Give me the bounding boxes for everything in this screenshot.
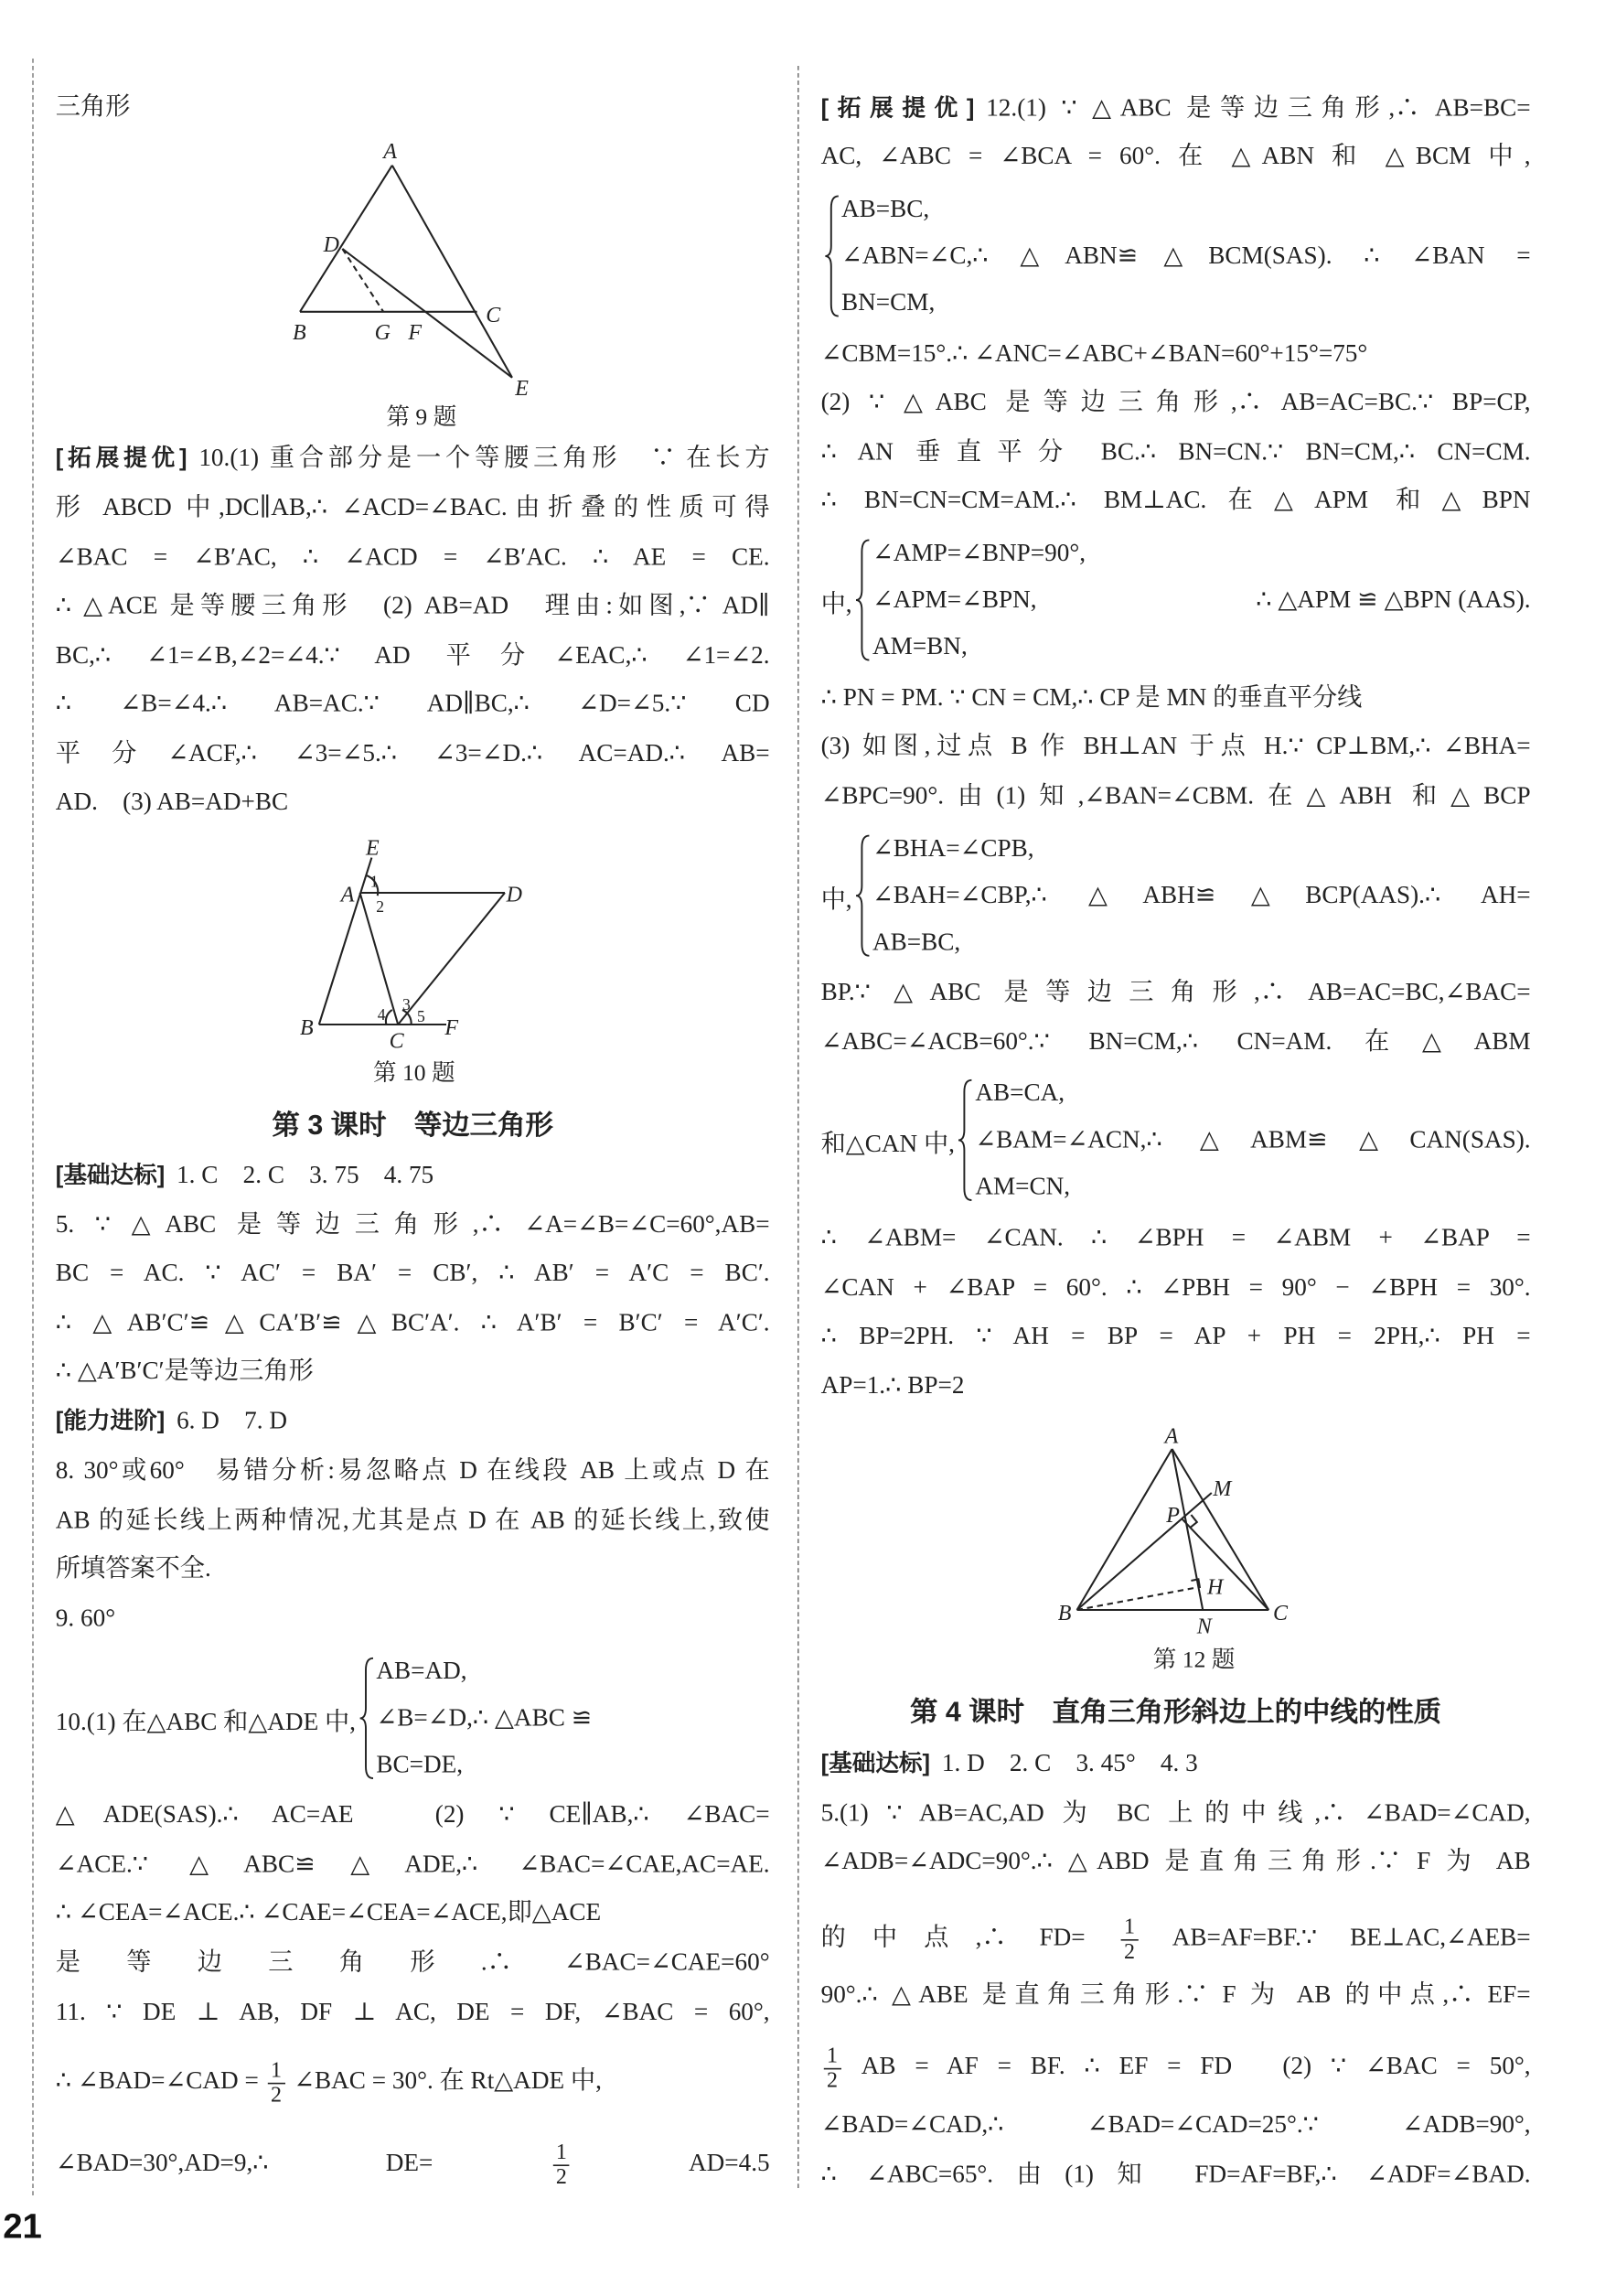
line-text: ∴ △AB′C′≌△CA′B′≌△BC′A′. ∴ A′B′ = B′C′ = A′C′.: [55, 1308, 770, 1336]
label-F: F: [408, 321, 423, 346]
label-angle-5: 5: [417, 1006, 425, 1025]
line-text: 12.(1) ∵ △ABC 是等边三角形,∴ AB=BC=: [986, 93, 1531, 122]
line-text: ∠BAC = 30°. 在 Rt△ADE 中,: [294, 2066, 602, 2095]
line-text: 8. 30°或60° 易错分析:易忽略点 D 在线段 AB 上或点 D 在: [55, 1456, 770, 1485]
line-text: 1. C 2. C 3. 75 4. 75: [177, 1160, 434, 1189]
fraction-denominator: 2: [827, 2068, 838, 2093]
label-B: B: [300, 1016, 314, 1041]
label-C: C: [486, 304, 501, 327]
label-B: B: [1057, 1602, 1072, 1626]
section-tag: [拓展提优]: [820, 96, 975, 122]
label-F: F: [444, 1016, 459, 1041]
label-D: D: [506, 883, 522, 907]
section-heading-lesson-3: 第 3 课时 等边三角形: [272, 1110, 553, 1142]
label-angle-2: 2: [376, 896, 384, 916]
line-text: BP.∵ △ABC 是等边三角形,∴ AB=AC=BC,∠BAC=: [820, 977, 1531, 1006]
line-text: 9. 60°: [55, 1604, 116, 1632]
label-E: E: [515, 377, 529, 401]
line-text: AD=4.5: [688, 2148, 770, 2177]
line-text: ∠BAC = ∠B′AC, ∴ ∠ACD = ∠B′AC. ∴ AE = CE.: [55, 542, 770, 571]
label-B: B: [293, 321, 306, 346]
line-text: AD. (3) AB=AD+BC: [55, 787, 289, 816]
line-text: 所填答案不全.: [55, 1554, 211, 1583]
fraction-numerator: 1: [1121, 1915, 1138, 1940]
line-text: ∠BAD=∠CAD,∴ ∠BAD=∠CAD=25°.∵ ∠ADB=90°,: [820, 2110, 1531, 2139]
line-text: ∴ ∠CEA=∠ACE.∴ ∠CAE=∠CEA=∠ACE,即△ACE: [55, 1898, 602, 1926]
line-text: AB=AF=BF.∵ BE⊥AC,∠AEB=: [1172, 1923, 1531, 1951]
label-D: D: [323, 233, 339, 258]
brace-prefix: 中,: [820, 589, 852, 617]
brace-condition: BN=CM,: [841, 288, 936, 317]
brace-condition: AB=BC,: [872, 928, 961, 956]
label-A: A: [340, 883, 355, 907]
line-text: 的中点,∴ FD=: [820, 1923, 1086, 1951]
brace-condition: ∠BAM=∠ACN,∴ △ABM≌△CAN(SAS).: [975, 1125, 1531, 1153]
line-text: 三角形: [55, 91, 131, 121]
figure-10-caption: 第 10 题: [372, 1061, 455, 1087]
line-text: ∴ ∠B=∠4.∴ AB=AC.∵ AD∥BC,∴ ∠D=∠5.∵ CD: [55, 689, 770, 717]
label-C: C: [1273, 1602, 1289, 1626]
page-number: 21: [3, 2206, 42, 2247]
line-text: ∴ ∠ABM= ∠CAN. ∴ ∠BPH = ∠ABM + ∠BAP =: [820, 1223, 1531, 1251]
line-text: AC, ∠ABC = ∠BCA = 60°. 在 △ABN 和 △BCM 中,: [820, 142, 1531, 170]
brace-condition: AB=CA,: [975, 1078, 1065, 1107]
line-text: ∴ BN=CN=CM=AM.∴ BM⊥AC.在△APM 和△BPN: [820, 486, 1531, 514]
line-text: 1. D 2. C 3. 45° 4. 3: [941, 1749, 1198, 1777]
brace-prefix: 10.(1) 在△ABC 和△ADE 中,: [55, 1707, 357, 1735]
brace-prefix: 和△CAN 中,: [820, 1129, 955, 1157]
line-text: ∠BPC=90°.由(1)知,∠BAN=∠CBM.在△ABH 和△BCP: [820, 781, 1531, 810]
brace-condition: ∠B=∠D,∴ △ABC ≌: [376, 1703, 593, 1732]
section-tag: [基础达标]: [820, 1752, 931, 1777]
figure-12: [1077, 1449, 1269, 1610]
line-text: ∠CBM=15°.∴ ∠ANC=∠ABC+∠BAN=60°+15°=75°: [820, 339, 1368, 368]
line-text: AB = AF = BF. ∴ EF = FD (2) ∵ ∠BAC = 50°,: [861, 2052, 1531, 2080]
label-angle-4: 4: [377, 1005, 386, 1025]
line-text: 90°.∴ △ABE 是直角三角形.∵ F 为 AB 的中点,∴ EF=: [820, 1979, 1531, 2009]
line-text: (2) ∵ △ABC 是等边三角形,∴ AB=AC=BC.∵ BP=CP,: [820, 388, 1531, 416]
brace-condition: ∠ABN=∠C,∴ △ABN≌△BCM(SAS). ∴ ∠BAN =: [841, 241, 1531, 270]
label-C: C: [389, 1029, 404, 1054]
line-text: ∠BAD=30°,AD=9,∴ DE=: [55, 2148, 433, 2177]
line-text: (3) 如图,过点 B 作 BH⊥AN 于点 H.∵ CP⊥BM,∴ ∠BHA=: [820, 732, 1531, 760]
line-text: BC = AC. ∵ AC′ = BA′ = CB′, ∴ AB′ = A′C = BC′.: [55, 1259, 770, 1287]
figure-9: [300, 166, 512, 378]
section-tag: [能力进阶]: [55, 1409, 166, 1434]
line-text: ∴ ∠BAD=∠CAD =: [55, 2066, 259, 2095]
line-text: 5. ∵ △ABC 是等边三角形,∴ ∠A=∠B=∠C=60°,AB=: [55, 1210, 770, 1239]
line-text: AP=1.∴ BP=2: [820, 1371, 965, 1400]
line-text: ∠ACE.∵ △ABC≌△ADE,∴ ∠BAC=∠CAE,AC=AE.: [55, 1850, 770, 1878]
line-text: ∴ PN = PM. ∵ CN = CM,∴ CP 是 MN 的垂直平分线: [820, 683, 1363, 712]
line-text: AB 的延长线上两种情况,尤其是点 D 在 AB 的延长线上,致使: [55, 1506, 770, 1534]
fraction-numerator: 1: [824, 2044, 840, 2069]
label-M: M: [1213, 1477, 1232, 1502]
section-tag: [拓展提优]: [55, 446, 187, 472]
label-G: G: [374, 321, 391, 346]
brace-condition: AM=CN,: [975, 1172, 1071, 1200]
figure-9-caption: 第 9 题: [386, 405, 457, 431]
label-angle-3: 3: [402, 995, 411, 1014]
line-text: ∠ADB=∠ADC=90°.∴ △ABD 是直角三角形.∵ F 为 AB: [820, 1847, 1531, 1875]
line-text: ∴ △A′B′C′是等边三角形: [55, 1357, 314, 1385]
brace-condition: ∠BAH=∠CBP,∴ △ABH≌△BCP(AAS).∴ AH=: [872, 881, 1531, 909]
figure-9-labels: [293, 140, 529, 401]
brace-condition: AM=BN,: [872, 632, 968, 660]
label-P: P: [1166, 1504, 1180, 1528]
line-text: ∴ ∠ABC=65°.由(1)知 FD=AF=BF,∴ ∠ADF=∠BAD.: [820, 2160, 1531, 2188]
figure-12-caption: 第 12 题: [1152, 1647, 1236, 1673]
line-text: ∠ABC=∠ACB=60°.∵ BN=CM,∴ CN=AM.在△ABM: [820, 1027, 1531, 1056]
line-text: △ADE(SAS).∴ AC=AE (2) ∵ CE∥AB,∴ ∠BAC=: [55, 1800, 770, 1829]
label-angle-1: 1: [369, 872, 379, 891]
fraction-numerator: 1: [553, 2140, 570, 2165]
line-text: 6. D 7. D: [177, 1406, 287, 1434]
brace-condition: ∠APM=∠BPN,: [872, 585, 1037, 614]
line-text: BC,∴ ∠1=∠B,∠2=∠4.∵ AD 平分∠EAC,∴ ∠1=∠2.: [55, 640, 770, 670]
label-A: A: [1164, 1424, 1179, 1449]
brace-condition: AB=AD,: [376, 1657, 467, 1685]
brace-condition: ∠AMP=∠BNP=90°,: [872, 538, 1086, 567]
brace-condition: BC=DE,: [376, 1750, 464, 1778]
brace-prefix: 中,: [820, 885, 852, 913]
line-text: ∴ AN 垂直平分 BC.∴ BN=CN.∵ BN=CM,∴ CN=CM.: [820, 437, 1531, 466]
label-E: E: [366, 836, 380, 861]
fraction-denominator: 2: [1123, 1939, 1135, 1964]
brace-conclusion: ∴ △APM ≌ △BPN (AAS).: [1256, 585, 1531, 614]
line-text: 5.(1) ∵ AB=AC,AD 为 BC 上的中线,∴ ∠BAD=∠CAD,: [820, 1798, 1531, 1827]
line-text: 10.(1) 重合部分是一个等腰三角形 ∵ 在长方: [198, 443, 770, 472]
line-text: 11. ∵ DE ⊥ AB, DF ⊥ AC, DE = DF, ∠BAC = 60°,: [55, 1998, 770, 2026]
label-A: A: [383, 139, 397, 164]
label-N: N: [1196, 1615, 1212, 1639]
section-tag: [基础达标]: [55, 1164, 166, 1189]
brace-condition: AB=BC,: [841, 194, 930, 223]
line-text: 形 ABCD 中,DC∥AB,∴ ∠ACD=∠BAC.由折叠的性质可得: [55, 493, 770, 521]
line-text: ∠CAN + ∠BAP = 60°. ∴ ∠PBH = 90° − ∠BPH = 30°.: [820, 1273, 1531, 1302]
fraction-numerator: 1: [268, 2059, 284, 2084]
label-H: H: [1207, 1575, 1224, 1600]
line-text: 是等边三角形.∴ ∠BAC=∠CAE=60°: [55, 1947, 770, 1976]
line-text: ∴ BP=2PH. ∵ AH = BP = AP + PH = 2PH,∴ PH =: [820, 1321, 1531, 1350]
line-text: 平分∠ACF,∴ ∠3=∠5.∴ ∠3=∠D.∴ AC=AD.∴ AB=: [55, 739, 770, 767]
fraction-denominator: 2: [271, 2083, 283, 2108]
section-heading-lesson-4: 第 4 课时 直角三角形斜边上的中线的性质: [910, 1698, 1442, 1729]
line-text: ∴ △ACE 是等腰三角形 (2) AB=AD 理由:如图,∵ AD∥: [55, 591, 770, 619]
brace-condition: ∠BHA=∠CPB,: [872, 834, 1034, 863]
fraction-denominator: 2: [555, 2165, 567, 2189]
